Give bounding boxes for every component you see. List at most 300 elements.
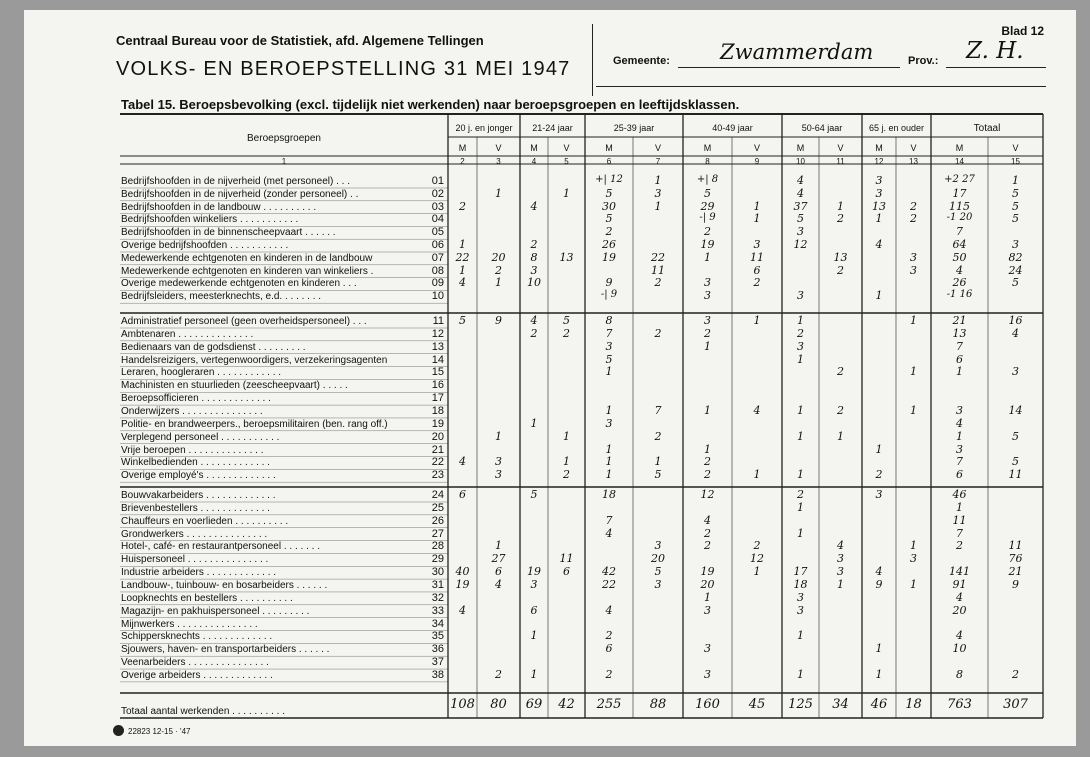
table-cell: 1 (654, 455, 662, 469)
row-label: Vrije beroepen . . . . . . . . . . . . . . (121, 444, 264, 456)
row-label: Grondwerkers . . . . . . . . . . . . . . . (121, 528, 268, 540)
table-cell: +| 8 (696, 174, 719, 185)
table-cell: 9 (495, 314, 502, 327)
table-cell: 4 (797, 174, 804, 187)
row-code: 36 (431, 643, 444, 656)
table-cell: 2 (704, 455, 711, 469)
table-cell: 42 (602, 565, 616, 579)
row-label: Schippersknechts . . . . . . . . . . . . . (121, 631, 273, 643)
table-cell: 4 (753, 403, 761, 417)
row-code: 16 (431, 379, 444, 392)
table-cell: 1 (704, 250, 711, 264)
table-cell: 5 (563, 314, 570, 327)
table-cell: 4 (875, 238, 883, 251)
table-cell: 2 (654, 276, 662, 290)
table-cell: 1 (605, 455, 613, 469)
column-header-age: 50-64 jaar (801, 123, 843, 133)
table-cell: 1 (797, 500, 804, 514)
table-cell: 16 (1008, 314, 1023, 327)
total-cell: 255 (596, 697, 622, 712)
table-cell: 20 (651, 552, 665, 566)
table-cell: 19 (455, 577, 470, 591)
table-cell: 11 (952, 513, 967, 527)
table-cell: 5 (605, 352, 613, 366)
row-label: Loopknechts en bestellers . . . . . . . . . . (121, 592, 293, 604)
table-cell: 4 (956, 263, 963, 277)
table-cell: 2 (495, 263, 502, 277)
table-cell: 1 (797, 526, 804, 540)
table-cell: 1 (753, 468, 761, 482)
table-cell: 2 (704, 539, 711, 553)
row-label: Onderwijzers . . . . . . . . . . . . . . . (121, 405, 263, 417)
table-cell: 3 (910, 552, 917, 566)
total-cell: 307 (1003, 697, 1028, 712)
total-cell: 108 (450, 697, 475, 712)
table-cell: 2 (654, 326, 662, 340)
row-label: Sjouwers, haven- en transportarbeiders . . . . . . (121, 644, 330, 656)
table-cell: 5 (1012, 212, 1019, 226)
table-cell: 3 (797, 225, 804, 239)
table-cell: 8 (956, 667, 963, 681)
table-cell: 3 (797, 603, 804, 617)
row-code: 10 (431, 290, 444, 303)
table-cell: 20 (700, 577, 715, 591)
table-cell: 5 (605, 212, 613, 226)
column-header-sex: M (796, 143, 805, 153)
row-label: Brievenbestellers . . . . . . . . . . . . . (121, 502, 270, 514)
column-header-sex: V (563, 143, 570, 153)
table-cell: 76 (1008, 552, 1023, 566)
column-number: 11 (836, 157, 845, 166)
column-header-sex: M (530, 143, 538, 153)
column-number: 6 (606, 157, 612, 166)
column-header-sex: V (1012, 143, 1019, 153)
table-cell: 3 (797, 289, 804, 303)
total-cell: 125 (788, 697, 813, 712)
table-cell: 1 (910, 539, 917, 553)
row-code: 23 (431, 469, 444, 482)
table-cell: 7 (956, 455, 963, 469)
row-label: Industrie arbeiders . . . . . . . . . . . . . (121, 567, 277, 579)
table-cell: 4 (704, 513, 711, 527)
table-cell: 1 (704, 442, 711, 456)
table-cell: 1 (875, 212, 883, 226)
table-cell: 4 (530, 199, 538, 213)
table-cell: 46 (952, 488, 967, 501)
row-code: 06 (431, 239, 444, 251)
table-cell: 2 (605, 667, 613, 681)
row-label: Politie- en brandweerpers., beroepsmilitairen (ben. rang off.) (121, 418, 388, 430)
table-cell: 7 (605, 513, 613, 527)
row-label: Medewerkende echtgenoten en kinderen van winkeliers . (121, 265, 374, 277)
table-cell: 10 (952, 642, 967, 656)
table-cell: 10 (527, 276, 541, 290)
table-cell: 11 (559, 552, 574, 566)
table-cell: 2 (837, 263, 844, 277)
table-cell: 4 (459, 603, 466, 617)
table-cell: 3 (837, 565, 844, 579)
table-cell: 115 (949, 199, 970, 213)
table-cell: 7 (956, 225, 963, 239)
table-cell: 1 (495, 276, 502, 290)
table-cell: 3 (910, 250, 917, 264)
column-header-age: 25-39 jaar (613, 123, 655, 133)
table-cell: 3 (753, 238, 761, 251)
total-cell: 160 (695, 697, 720, 712)
table-cell: 37 (793, 199, 808, 213)
row-label: Hotel-, café- en restaurantpersoneel . . . . . . . (121, 541, 320, 553)
table-cell: 2 (530, 326, 538, 340)
table-cell: 3 (495, 468, 502, 482)
table-cell: 1 (797, 667, 804, 681)
row-code: 35 (431, 630, 444, 643)
table-cell: 3 (654, 186, 662, 200)
table-cell: 2 (956, 539, 963, 553)
row-label: Leraren, hoogleraren . . . . . . . . . . . . (121, 367, 282, 379)
table-cell: 1 (875, 642, 883, 656)
table-cell: 1 (704, 339, 711, 353)
table-cell: 26 (952, 276, 967, 290)
table-cell: 7 (956, 339, 963, 353)
table-cell: 17 (952, 186, 967, 200)
row-code: 33 (431, 604, 444, 617)
table-cell: 1 (1012, 174, 1019, 187)
table-cell: 12 (750, 552, 764, 566)
row-code: 07 (431, 251, 444, 264)
table-cell: 5 (1012, 276, 1019, 290)
table-cell: 1 (875, 289, 883, 303)
table-cell: 22 (602, 577, 616, 591)
table-cell: 12 (793, 238, 808, 251)
table-cell: 1 (837, 199, 844, 213)
table-cell: -1 16 (946, 289, 973, 301)
table-cell: 1 (910, 403, 917, 417)
column-number: 4 (531, 157, 537, 166)
row-code: 12 (431, 327, 444, 340)
row-label: Bouwvakarbeiders . . . . . . . . . . . . . (121, 490, 276, 501)
table-cell: 1 (910, 577, 917, 591)
table-cell: 20 (491, 250, 506, 264)
row-code: 14 (431, 353, 444, 366)
table-cell: 1 (654, 174, 662, 187)
column-header-sex: M (458, 143, 467, 153)
table-cell: 2 (563, 468, 570, 482)
table-cell: 2 (605, 629, 613, 643)
table-cell: 2 (530, 238, 538, 251)
table-cell: 1 (495, 186, 502, 200)
column-number: 7 (655, 157, 661, 166)
table-cell: 1 (753, 565, 761, 579)
total-cell: 34 (832, 697, 849, 712)
table-cell: 19 (602, 250, 616, 264)
table-cell: 12 (700, 488, 715, 501)
table-cell: 5 (704, 186, 711, 200)
row-label: Bedrijfshoofden in de landbouw . . . . . . . . . . (121, 201, 317, 213)
table-cell: 3 (605, 339, 613, 353)
table-cell: 1 (910, 314, 917, 327)
table-cell: 2 (654, 429, 662, 443)
total-cell: 45 (748, 697, 766, 712)
row-label: Chauffeurs en voerlieden . . . . . . . . . . (121, 515, 289, 527)
table-cell: 1 (910, 365, 917, 379)
row-code: 09 (431, 277, 444, 290)
table-cell: 141 (949, 565, 970, 579)
table-cell: 30 (602, 199, 616, 213)
table-cell: 27 (491, 552, 506, 566)
table-cell: 3 (956, 442, 963, 456)
row-code: 26 (431, 514, 444, 527)
column-number: 8 (705, 157, 710, 166)
row-code: 30 (431, 566, 444, 579)
row-label: Bedrijfshoofden in de nijverheid (zonder personeel) . . (121, 188, 359, 200)
table-cell: 3 (654, 539, 662, 553)
column-number: 9 (754, 157, 760, 166)
table-cell: 13 (952, 326, 967, 340)
table-cell: 11 (1008, 539, 1023, 553)
row-code: 15 (431, 366, 444, 379)
province-label: Prov.: (908, 55, 939, 67)
table-cell: 64 (952, 238, 967, 251)
table-cell: 4 (459, 276, 466, 290)
table-cell: 3 (875, 174, 883, 187)
column-number: 5 (564, 157, 569, 166)
table-cell: 5 (654, 468, 662, 482)
table-cell: 1 (530, 629, 538, 643)
row-label: Overige employé's . . . . . . . . . . . . . (121, 470, 276, 482)
table-cell: 4 (605, 526, 613, 540)
column-number: 12 (874, 157, 884, 166)
row-label: Magazijn- en pakhuispersoneel . . . . . . . . . (121, 605, 310, 617)
table-cell: 3 (956, 403, 963, 417)
table-title: Tabel 15. Beroepsbevolking (excl. tijdelijk niet werkenden) naar beroepsgroepen en leeftijdsklassen. (121, 97, 740, 112)
table-cell: 3 (530, 263, 538, 277)
table-cell: 7 (605, 326, 613, 340)
table-cell: 1 (797, 314, 804, 327)
table-cell: 1 (563, 429, 570, 443)
row-code: 02 (431, 187, 444, 200)
table-cell: 2 (837, 212, 844, 226)
column-header-sex: M (605, 143, 613, 153)
table-cell: 1 (495, 539, 502, 553)
table-cell: 2 (797, 326, 804, 340)
row-label: Overige medewerkende echtgenoten en kinderen . . . (121, 278, 357, 290)
row-label: Medewerkende echtgenoten en kinderen in de landbouw (121, 252, 373, 264)
row-code: 08 (431, 264, 444, 277)
table-cell: 1 (875, 442, 883, 456)
table-cell: 1 (753, 199, 761, 213)
table-cell: 3 (704, 667, 711, 681)
table-cell: 29 (700, 199, 715, 213)
column-header-age: 65 j. en ouder (868, 123, 925, 133)
table-cell: 2 (910, 199, 917, 213)
table-cell: 14 (1008, 403, 1023, 417)
table-cell: 1 (797, 429, 804, 443)
column-number: 1 (281, 157, 287, 166)
table-cell: 21 (1008, 565, 1023, 579)
table-cell: 1 (605, 365, 613, 379)
row-code: 13 (431, 340, 444, 353)
table-cell: 3 (837, 552, 844, 566)
table-cell: 1 (459, 238, 466, 251)
table-cell: 1 (563, 455, 570, 469)
table-cell: 3 (1012, 365, 1019, 379)
column-number: 13 (909, 157, 918, 166)
gemeente-label: Gemeente: (613, 55, 670, 67)
row-code: 32 (431, 591, 444, 604)
row-label: Bedrijfshoofden in de nijverheid (met personeel) . . . (121, 176, 351, 187)
table-cell: 2 (837, 365, 844, 379)
table-cell: 2 (563, 326, 570, 340)
row-label: Landbouw-, tuinbouw- en bosarbeiders . . . . . . (121, 579, 328, 591)
table-cell: 19 (700, 565, 715, 579)
row-code: 11 (432, 315, 444, 327)
table-cell: 1 (605, 403, 613, 417)
table-cell: 1 (797, 352, 804, 366)
printer-logo-icon (113, 725, 124, 736)
table-cell: 50 (952, 250, 967, 264)
table-cell: +| 12 (595, 174, 623, 185)
column-header-groups: Beroepsgroepen (247, 133, 321, 144)
column-header-age: 20 j. en jonger (455, 123, 513, 133)
table-cell: 4 (875, 565, 883, 579)
total-cell: 42 (558, 697, 575, 712)
row-code: 17 (431, 392, 444, 405)
total-cell: 46 (870, 697, 888, 712)
row-code: 04 (431, 213, 444, 226)
row-code: 21 (431, 443, 444, 456)
row-code: 24 (431, 489, 444, 501)
table-cell: 91 (952, 577, 967, 591)
table-cell: 5 (1012, 455, 1019, 469)
table-cell: 13 (833, 250, 848, 264)
table-cell: 6 (459, 488, 466, 501)
row-code: 38 (431, 668, 444, 681)
table-cell: 4 (837, 539, 844, 553)
table-cell: 1 (875, 667, 883, 681)
totals-label: Totaal aantal werkenden . . . . . . . . . . (121, 706, 285, 717)
table-cell: 18 (793, 577, 808, 591)
table-cell: 2 (837, 403, 844, 417)
table-cell: 4 (605, 603, 613, 617)
table-cell: -1 20 (946, 212, 973, 224)
table-cell: 3 (530, 577, 538, 591)
row-code: 29 (431, 553, 444, 566)
column-number: 14 (955, 157, 964, 166)
table-cell: 2 (1012, 667, 1019, 681)
table-cell: 40 (455, 565, 470, 579)
table-cell: -| 9 (600, 289, 618, 301)
column-header-sex: V (910, 143, 917, 153)
table-cell: 9 (605, 276, 613, 290)
table-cell: 3 (1012, 238, 1019, 251)
table-cell: 5 (797, 212, 804, 226)
table-cell: 19 (700, 238, 715, 251)
row-label: Bedienaars van de godsdienst . . . . . . . . . (121, 341, 306, 353)
row-code: 28 (431, 540, 444, 553)
row-label: Overige arbeiders . . . . . . . . . . . . . (121, 669, 273, 681)
table-cell: 22 (651, 250, 665, 264)
table-cell: 1 (837, 577, 844, 591)
table-cell: 1 (530, 416, 538, 430)
table-cell: 6 (753, 263, 761, 277)
table-cell: 2 (797, 488, 804, 501)
table-cell: 2 (459, 199, 466, 213)
total-cell: 88 (649, 697, 667, 712)
table-cell: 20 (952, 603, 967, 617)
table-cell: 24 (1008, 263, 1023, 277)
table-cell: 1 (753, 212, 761, 226)
row-label: Bedrijfshoofden winkeliers . . . . . . . . . . . (121, 214, 299, 226)
table-cell: 3 (605, 416, 613, 430)
table-cell: 3 (875, 488, 883, 501)
table-cell: 6 (956, 468, 963, 482)
table-cell: 26 (602, 238, 616, 251)
row-code: 01 (431, 175, 444, 187)
table-cell: 1 (563, 186, 570, 200)
table-cell: 4 (1012, 326, 1019, 340)
total-cell: 18 (905, 697, 922, 712)
table-cell: 13 (872, 199, 886, 213)
table-cell: 4 (956, 590, 963, 604)
table-cell: 2 (753, 276, 761, 290)
table-cell: 4 (459, 455, 466, 469)
table-cell: 6 (563, 565, 570, 579)
table-cell: 1 (753, 314, 761, 327)
table-cell: 7 (654, 403, 662, 417)
table-cell: 2 (704, 225, 711, 239)
table-cell: 1 (704, 403, 711, 417)
gemeente-value: Zwammerdam (720, 40, 874, 64)
row-code: 25 (431, 501, 444, 514)
row-label: Beroepsofficieren . . . . . . . . . . . . . (121, 393, 271, 405)
table-cell: 3 (797, 339, 804, 353)
table-cell: 3 (654, 577, 662, 591)
table-cell: 9 (875, 577, 883, 591)
row-code: 20 (431, 430, 444, 443)
table-cell: 1 (530, 667, 538, 681)
table-cell: 8 (605, 314, 613, 327)
total-cell: 69 (525, 697, 543, 712)
table-cell: 1 (495, 429, 502, 443)
row-label: Overige bedrijfshoofden . . . . . . . . . . . (121, 240, 289, 251)
table-cell: 13 (559, 250, 574, 264)
table-cell: 3 (495, 455, 502, 469)
row-label: Machinisten en stuurlieden (zeescheepvaart) . . . . . (121, 380, 348, 392)
column-header-sex: V (654, 143, 661, 153)
column-header-sex: M (875, 143, 883, 153)
table-cell: 2 (704, 468, 711, 482)
table-cell: -| 9 (699, 212, 716, 224)
column-header-sex: V (837, 143, 844, 153)
row-label: Handelsreizigers, vertegenwoordigers, verzekeringsagenten (121, 354, 388, 366)
table-cell: 2 (875, 468, 883, 482)
table-cell: 2 (495, 667, 502, 681)
table-cell: 3 (704, 603, 711, 617)
column-header-age: Totaal (973, 123, 1001, 134)
table-cell: 3 (797, 590, 804, 604)
table-cell: 4 (530, 314, 538, 327)
row-label: Winkelbedienden . . . . . . . . . . . . . (121, 457, 270, 469)
table-cell: 2 (910, 212, 917, 226)
table-cell: 1 (605, 468, 613, 482)
row-label: Bedrijfsleiders, meesterknechts, e.d. . . . . . . . (121, 291, 322, 303)
table-cell: 1 (956, 365, 963, 379)
table-cell: 4 (956, 629, 963, 643)
table-cell: 1 (654, 199, 662, 213)
row-code: 03 (431, 200, 444, 213)
row-label: Verplegend personeel . . . . . . . . . . . (121, 431, 280, 443)
column-header-sex: V (753, 143, 760, 153)
